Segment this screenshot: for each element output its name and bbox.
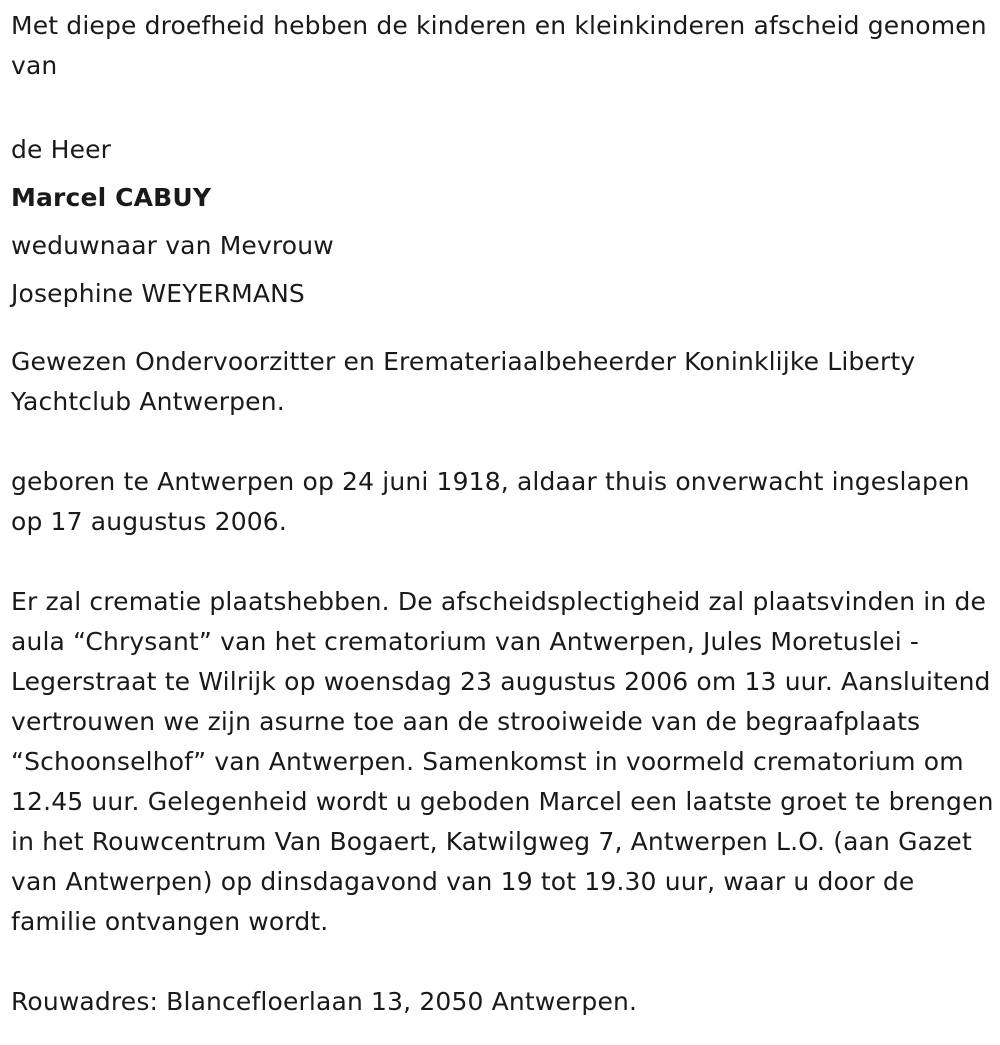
spacer <box>11 318 996 342</box>
death-notice <box>11 6 996 1022</box>
ceremony-paragraph: Er zal crematie plaatshebben. De afscheidsplectigheid zal plaatsvinden in de aula “Chrysant” van het crematorium van Antwerpen, Jules Moretuslei - Legerstraat te Wilrijk op woensdag 23 augustus 2006 om 13 uur. Aansluitend vertrouwen we zijn asurne toe aan de strooiweide van de begraafplaats “Schoonselhof” van Antwerpen. Samenkomst in voormeld crematorium om 12.45 uur. Gelegenheid wordt u geboden Marcel een laatste groet te brengen in het Rouwcentrum Van Bogaert, Katwilgweg 7, Antwerpen L.O. (aan Gazet van Antwerpen) op dinsdagavond van 19 tot 19.30 uur, waar u door de familie ontvangen wordt. <box>11 587 994 936</box>
spacer <box>11 942 996 982</box>
spacer <box>11 86 996 126</box>
birth-death-paragraph: geboren te Antwerpen op 24 juni 1918, aldaar thuis onverwacht ingeslapen op 17 augustus 2006. <box>11 467 970 536</box>
spouse-name: Josephine WEYERMANS <box>11 279 305 308</box>
honorific-title: de Heer <box>11 135 112 164</box>
deceased-name: Marcel CABUY <box>11 183 212 212</box>
widower-line: weduwnaar van Mevrouw <box>11 231 334 260</box>
spacer <box>11 542 996 582</box>
address-paragraph: Rouwadres: Blancefloerlaan 13, 2050 Antwerpen. <box>11 987 638 1016</box>
spacer <box>11 422 996 462</box>
intro-paragraph: Met diepe droefheid hebben de kinderen en kleinkinderen afscheid genomen van <box>11 11 987 80</box>
role-paragraph: Gewezen Ondervoorzitter en Eremateriaalbeheerder Koninklijke Liberty Yachtclub Antwerpen. <box>11 347 916 416</box>
